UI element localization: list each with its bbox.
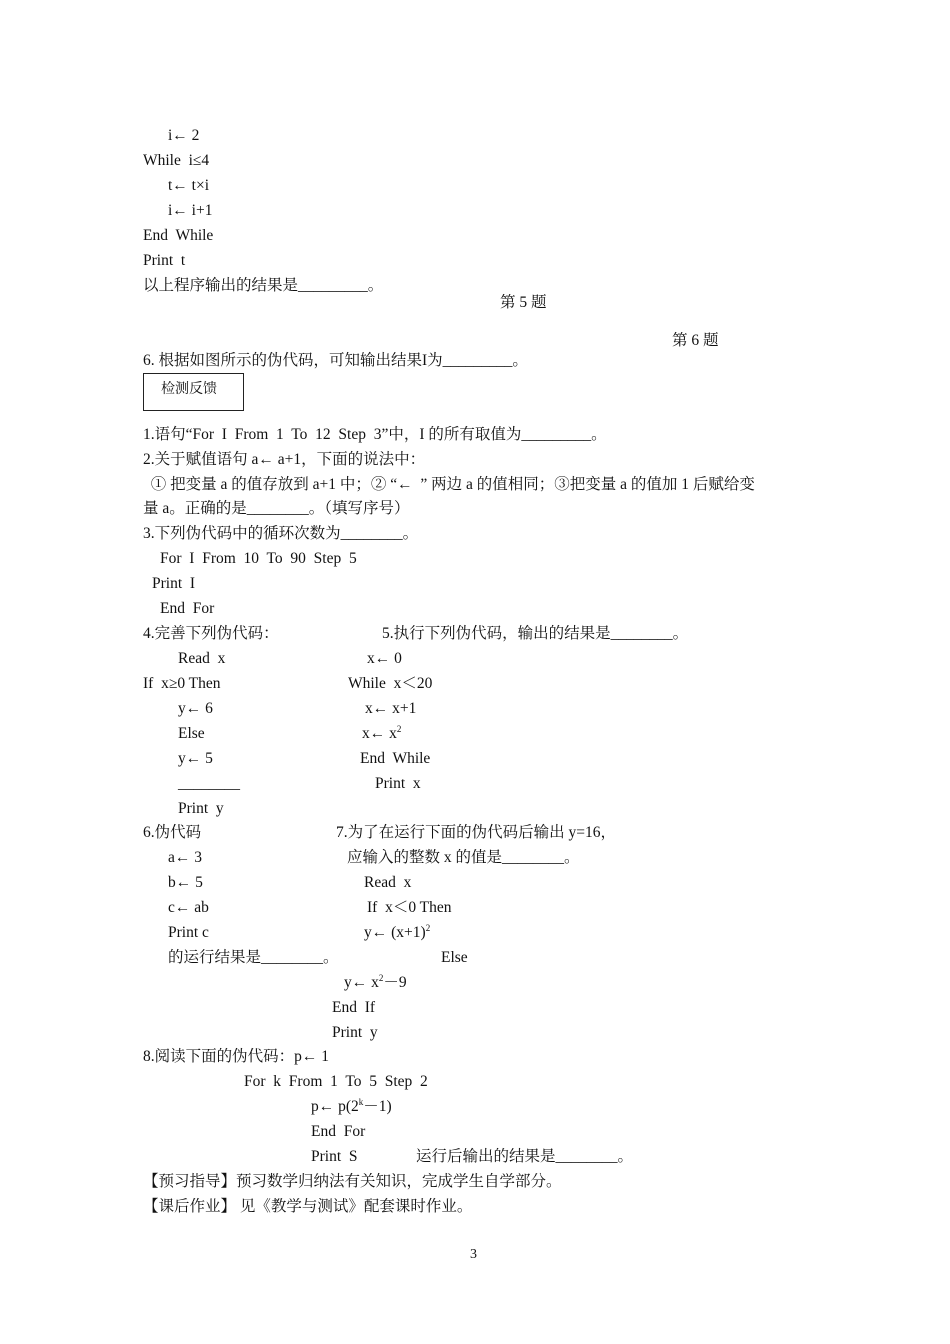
code-line: End For	[160, 600, 215, 617]
code-line: a← 3	[168, 849, 203, 866]
code-line: i← 2	[168, 127, 200, 144]
code-line: Print c	[168, 924, 209, 941]
question-5: 5.执行下列伪代码，输出的结果是________。	[382, 625, 689, 642]
figure-caption: 第 5 题	[500, 294, 547, 311]
code-line: Print t	[143, 252, 186, 269]
preview-guidance: 【预习指导】预习数学归纳法有关知识，完成学生自学部分。	[143, 1173, 562, 1190]
code-line: End While	[360, 750, 431, 767]
question-text: 的运行结果是________。	[168, 949, 339, 966]
code-line: If x＜0 Then	[367, 899, 452, 916]
question-4: 4.完善下列伪代码：	[143, 625, 279, 642]
code-line: y← $x^2-9$	[344, 973, 407, 991]
question-7: 7.为了在运行下面的伪代码后输出 y=16，	[336, 824, 616, 841]
code-line: x← 0	[367, 650, 402, 667]
code-line: For k From 1 To 5 Step 2	[244, 1073, 428, 1090]
section-box	[143, 373, 244, 411]
code-line: For I From 10 To 90 Step 5	[160, 550, 357, 567]
code-line: y← 5	[178, 750, 213, 767]
code-line: Print y	[332, 1024, 378, 1041]
question-3: 3.下列伪代码中的循环次数为________。	[143, 525, 419, 542]
code-line: Read x	[364, 874, 412, 891]
question-text: 运行后输出的结果是________。	[416, 1148, 634, 1165]
code-line: Else	[441, 949, 468, 966]
question-6: 6.伪代码	[143, 824, 202, 841]
code-line: i← i+1	[168, 202, 213, 219]
question-1: 1.语句“For I From 1 To 12 Step 3”中，I 的所有取值为_________。	[143, 426, 607, 443]
question-8: 8.阅读下面的伪代码：p← 1	[143, 1048, 330, 1065]
code-line: c← ab	[168, 899, 209, 916]
question-text: ① 把变量 a 的值存放到 a+1 中；② “← ” 两边 a 的值相同；③把变量 a 的值加 1 后赋给变	[143, 476, 755, 493]
code-line: y← 6	[178, 700, 213, 717]
code-line: x← x+1	[365, 700, 417, 717]
question-text: 应输入的整数 x 的值是________。	[347, 849, 580, 866]
question-text: 6. 根据如图所示的伪代码，可知输出结果I为_________。	[143, 352, 528, 369]
code-line: t← t×i	[168, 177, 210, 194]
code-line: While i≤4	[143, 152, 210, 169]
code-line: End While	[143, 227, 214, 244]
code-line: While x＜20	[348, 675, 433, 692]
code-line: Print y	[178, 800, 224, 817]
section-title: 检测反馈	[161, 382, 217, 397]
answer-blank: ________	[178, 775, 240, 792]
code-line: If x≥0 Then	[143, 675, 221, 692]
code-line: Print x	[375, 775, 421, 792]
question-text: 量 a。正确的是________。（填写序号）	[143, 500, 410, 517]
code-line: Read x	[178, 650, 226, 667]
code-line: p← $p(2^k-1)$	[311, 1097, 392, 1115]
code-line: End If	[332, 999, 376, 1016]
code-line: Print I	[152, 575, 196, 592]
code-line: End For	[311, 1123, 366, 1140]
homework-note: 【课后作业】 见《教学与测试》配套课时作业。	[143, 1198, 473, 1215]
code-line: Else	[178, 725, 205, 742]
code-line: Print S	[311, 1148, 358, 1165]
code-line: x← $x^2$	[362, 724, 402, 742]
figure-caption: 第 6 题	[672, 332, 719, 349]
question-text: 以上程序输出的结果是_________。	[143, 277, 384, 294]
code-line: b← 5	[168, 874, 203, 891]
question-2: 2.关于赋值语句 a← a+1，下面的说法中：	[143, 451, 426, 468]
code-line: y← $(x+1)^2$	[364, 923, 431, 941]
page-number: 3	[470, 1247, 477, 1262]
